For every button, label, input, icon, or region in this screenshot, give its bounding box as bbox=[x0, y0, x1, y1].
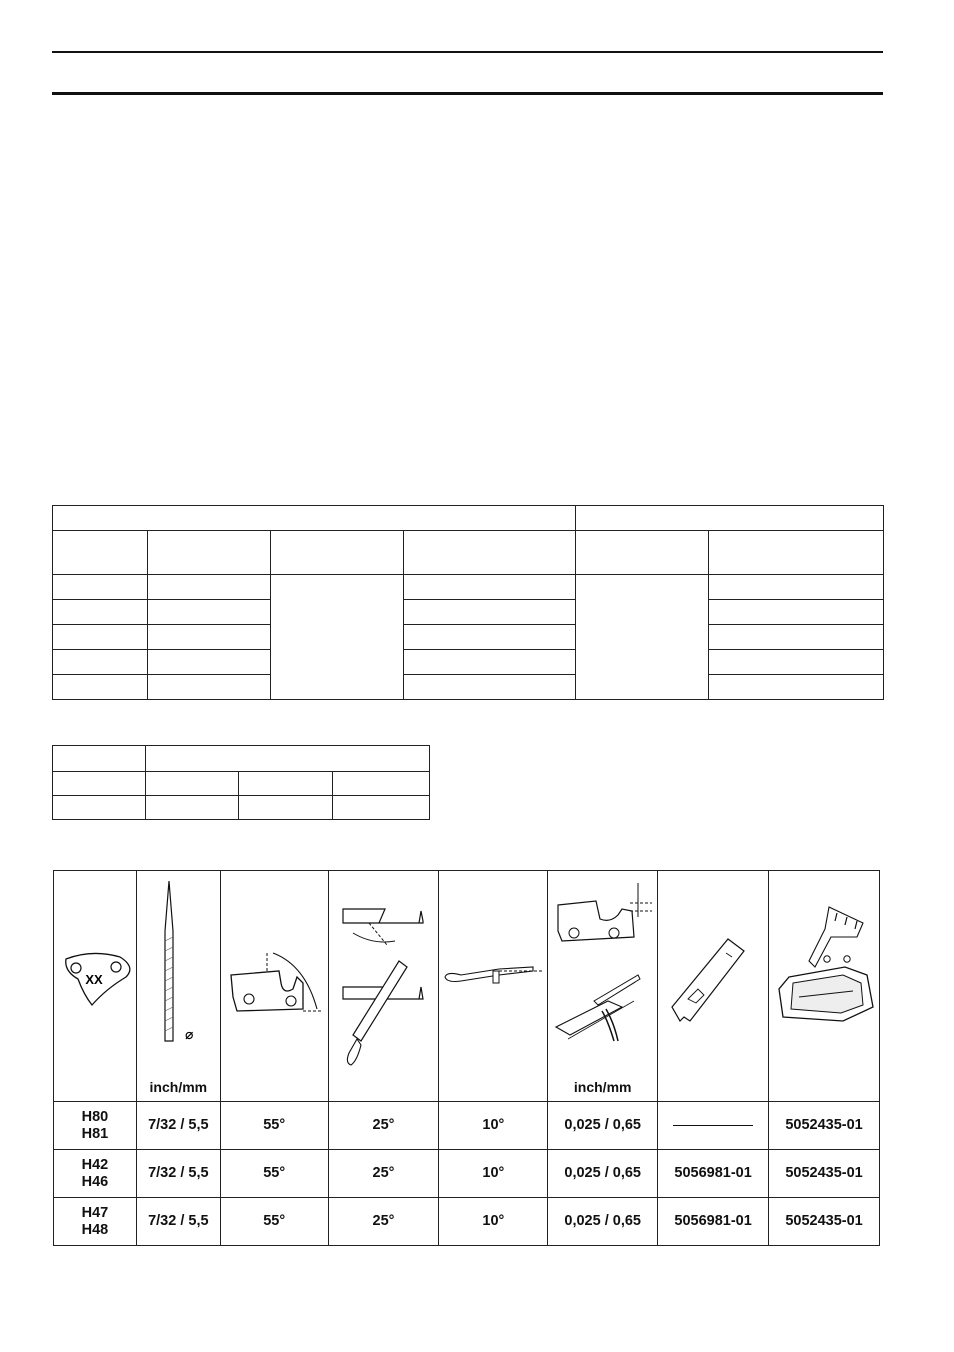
table-cell bbox=[333, 772, 430, 796]
header-rule-top bbox=[52, 51, 883, 53]
table-row bbox=[54, 1102, 880, 1150]
table-cell bbox=[53, 575, 148, 600]
depth-gauge-tool-icon bbox=[658, 871, 769, 1101]
small-spec-table bbox=[52, 745, 430, 820]
file-diameter-value: 7/32 / 5,5 bbox=[136, 1102, 220, 1150]
file-angle-value: 25° bbox=[328, 1150, 439, 1198]
depth-gauge-unit: inch/mm bbox=[573, 1079, 632, 1095]
table-header-cell bbox=[53, 531, 148, 575]
chain-models bbox=[54, 1150, 137, 1198]
depth-gauge-tool-value: 5056981-01 bbox=[658, 1150, 769, 1198]
file-angle-value: 25° bbox=[328, 1102, 439, 1150]
chain-model: H80 bbox=[81, 1108, 109, 1125]
cutter-label: XX bbox=[85, 972, 103, 987]
table-cell bbox=[53, 796, 146, 820]
table-cell bbox=[238, 796, 333, 820]
file-diameter-symbol: ⌀ bbox=[184, 1027, 194, 1043]
top-plate-angle-value: 55° bbox=[220, 1198, 328, 1246]
file-holder-icon bbox=[439, 871, 548, 1101]
bar-chain-combination-table bbox=[52, 505, 884, 700]
table-cell bbox=[145, 772, 238, 796]
header-rule-bottom bbox=[52, 92, 883, 95]
table-cell bbox=[709, 650, 884, 675]
depth-gauge-value: 0,025 / 0,65 bbox=[548, 1198, 658, 1246]
table-header-cell bbox=[270, 531, 403, 575]
table-cell bbox=[53, 772, 146, 796]
table-cell bbox=[403, 625, 576, 650]
table-cell bbox=[145, 796, 238, 820]
top-plate-angle-value: 55° bbox=[220, 1150, 328, 1198]
chain-models bbox=[54, 1102, 137, 1150]
chain-cutter-xx-icon bbox=[54, 871, 137, 1101]
file-angle-value: 25° bbox=[328, 1198, 439, 1246]
chain-model: H81 bbox=[81, 1125, 109, 1142]
table-header-cell bbox=[145, 746, 429, 772]
depth-gauge-tool-value bbox=[658, 1102, 769, 1150]
table-cell bbox=[147, 675, 270, 700]
depth-gauge-icon bbox=[548, 871, 658, 1101]
table-cell bbox=[53, 600, 148, 625]
chain-models bbox=[54, 1198, 137, 1246]
table-cell bbox=[403, 675, 576, 700]
file-angle-cell bbox=[328, 871, 439, 1102]
table-header-cell bbox=[403, 531, 576, 575]
not-applicable-line bbox=[673, 1125, 753, 1126]
depth-gauge-tool-value: 5056981-01 bbox=[658, 1198, 769, 1246]
table-cell bbox=[270, 575, 403, 700]
depth-gauge-tool-cell bbox=[658, 871, 769, 1102]
round-file-cell bbox=[136, 871, 220, 1102]
table-row bbox=[54, 1198, 880, 1246]
sharpening-table bbox=[53, 870, 880, 1246]
table-cell bbox=[147, 625, 270, 650]
table-cell bbox=[709, 625, 884, 650]
table-cell bbox=[333, 796, 430, 820]
table-cell bbox=[403, 650, 576, 675]
table-cell bbox=[709, 600, 884, 625]
top-plate-angle-icon bbox=[221, 871, 329, 1101]
filing-gauge-value: 5052435-01 bbox=[769, 1198, 880, 1246]
chain-model: H48 bbox=[81, 1221, 109, 1238]
table-header-cell bbox=[53, 506, 576, 531]
table-header-cell bbox=[576, 531, 709, 575]
file-angle-icon bbox=[329, 871, 440, 1101]
table-cell bbox=[53, 675, 148, 700]
cutting-angle-value: 10° bbox=[439, 1102, 548, 1150]
table-header-cell bbox=[576, 506, 884, 531]
file-diameter-unit: inch/mm bbox=[149, 1079, 208, 1095]
table-cell bbox=[576, 575, 709, 700]
top-plate-angle-cell bbox=[220, 871, 328, 1102]
filing-gauge-cell bbox=[769, 871, 880, 1102]
file-diameter-value: 7/32 / 5,5 bbox=[136, 1150, 220, 1198]
table-cell bbox=[53, 625, 148, 650]
chain-model: H42 bbox=[81, 1156, 109, 1173]
table-row bbox=[54, 1150, 880, 1198]
filing-gauge-value: 5052435-01 bbox=[769, 1102, 880, 1150]
table-header-cell bbox=[53, 746, 146, 772]
table-cell bbox=[147, 650, 270, 675]
chain-model: H46 bbox=[81, 1173, 109, 1190]
table-cell bbox=[53, 650, 148, 675]
file-diameter-value: 7/32 / 5,5 bbox=[136, 1198, 220, 1246]
round-file-icon bbox=[137, 871, 221, 1071]
table-cell bbox=[709, 575, 884, 600]
file-holder-cell bbox=[439, 871, 548, 1102]
cutting-angle-value: 10° bbox=[439, 1150, 548, 1198]
depth-gauge-value: 0,025 / 0,65 bbox=[548, 1102, 658, 1150]
table-header-cell bbox=[709, 531, 884, 575]
depth-gauge-value: 0,025 / 0,65 bbox=[548, 1150, 658, 1198]
chain-model: H47 bbox=[81, 1204, 109, 1221]
table-cell bbox=[147, 600, 270, 625]
chain-cutter-cell bbox=[54, 871, 137, 1102]
cutting-angle-value: 10° bbox=[439, 1198, 548, 1246]
table-cell bbox=[403, 575, 576, 600]
table-header-cell bbox=[147, 531, 270, 575]
table-cell bbox=[709, 675, 884, 700]
table-cell bbox=[238, 772, 333, 796]
filing-gauge-icon bbox=[769, 871, 880, 1101]
table-cell bbox=[147, 575, 270, 600]
depth-gauge-cell bbox=[548, 871, 658, 1102]
filing-gauge-value: 5052435-01 bbox=[769, 1150, 880, 1198]
table-cell bbox=[403, 600, 576, 625]
top-plate-angle-value: 55° bbox=[220, 1102, 328, 1150]
